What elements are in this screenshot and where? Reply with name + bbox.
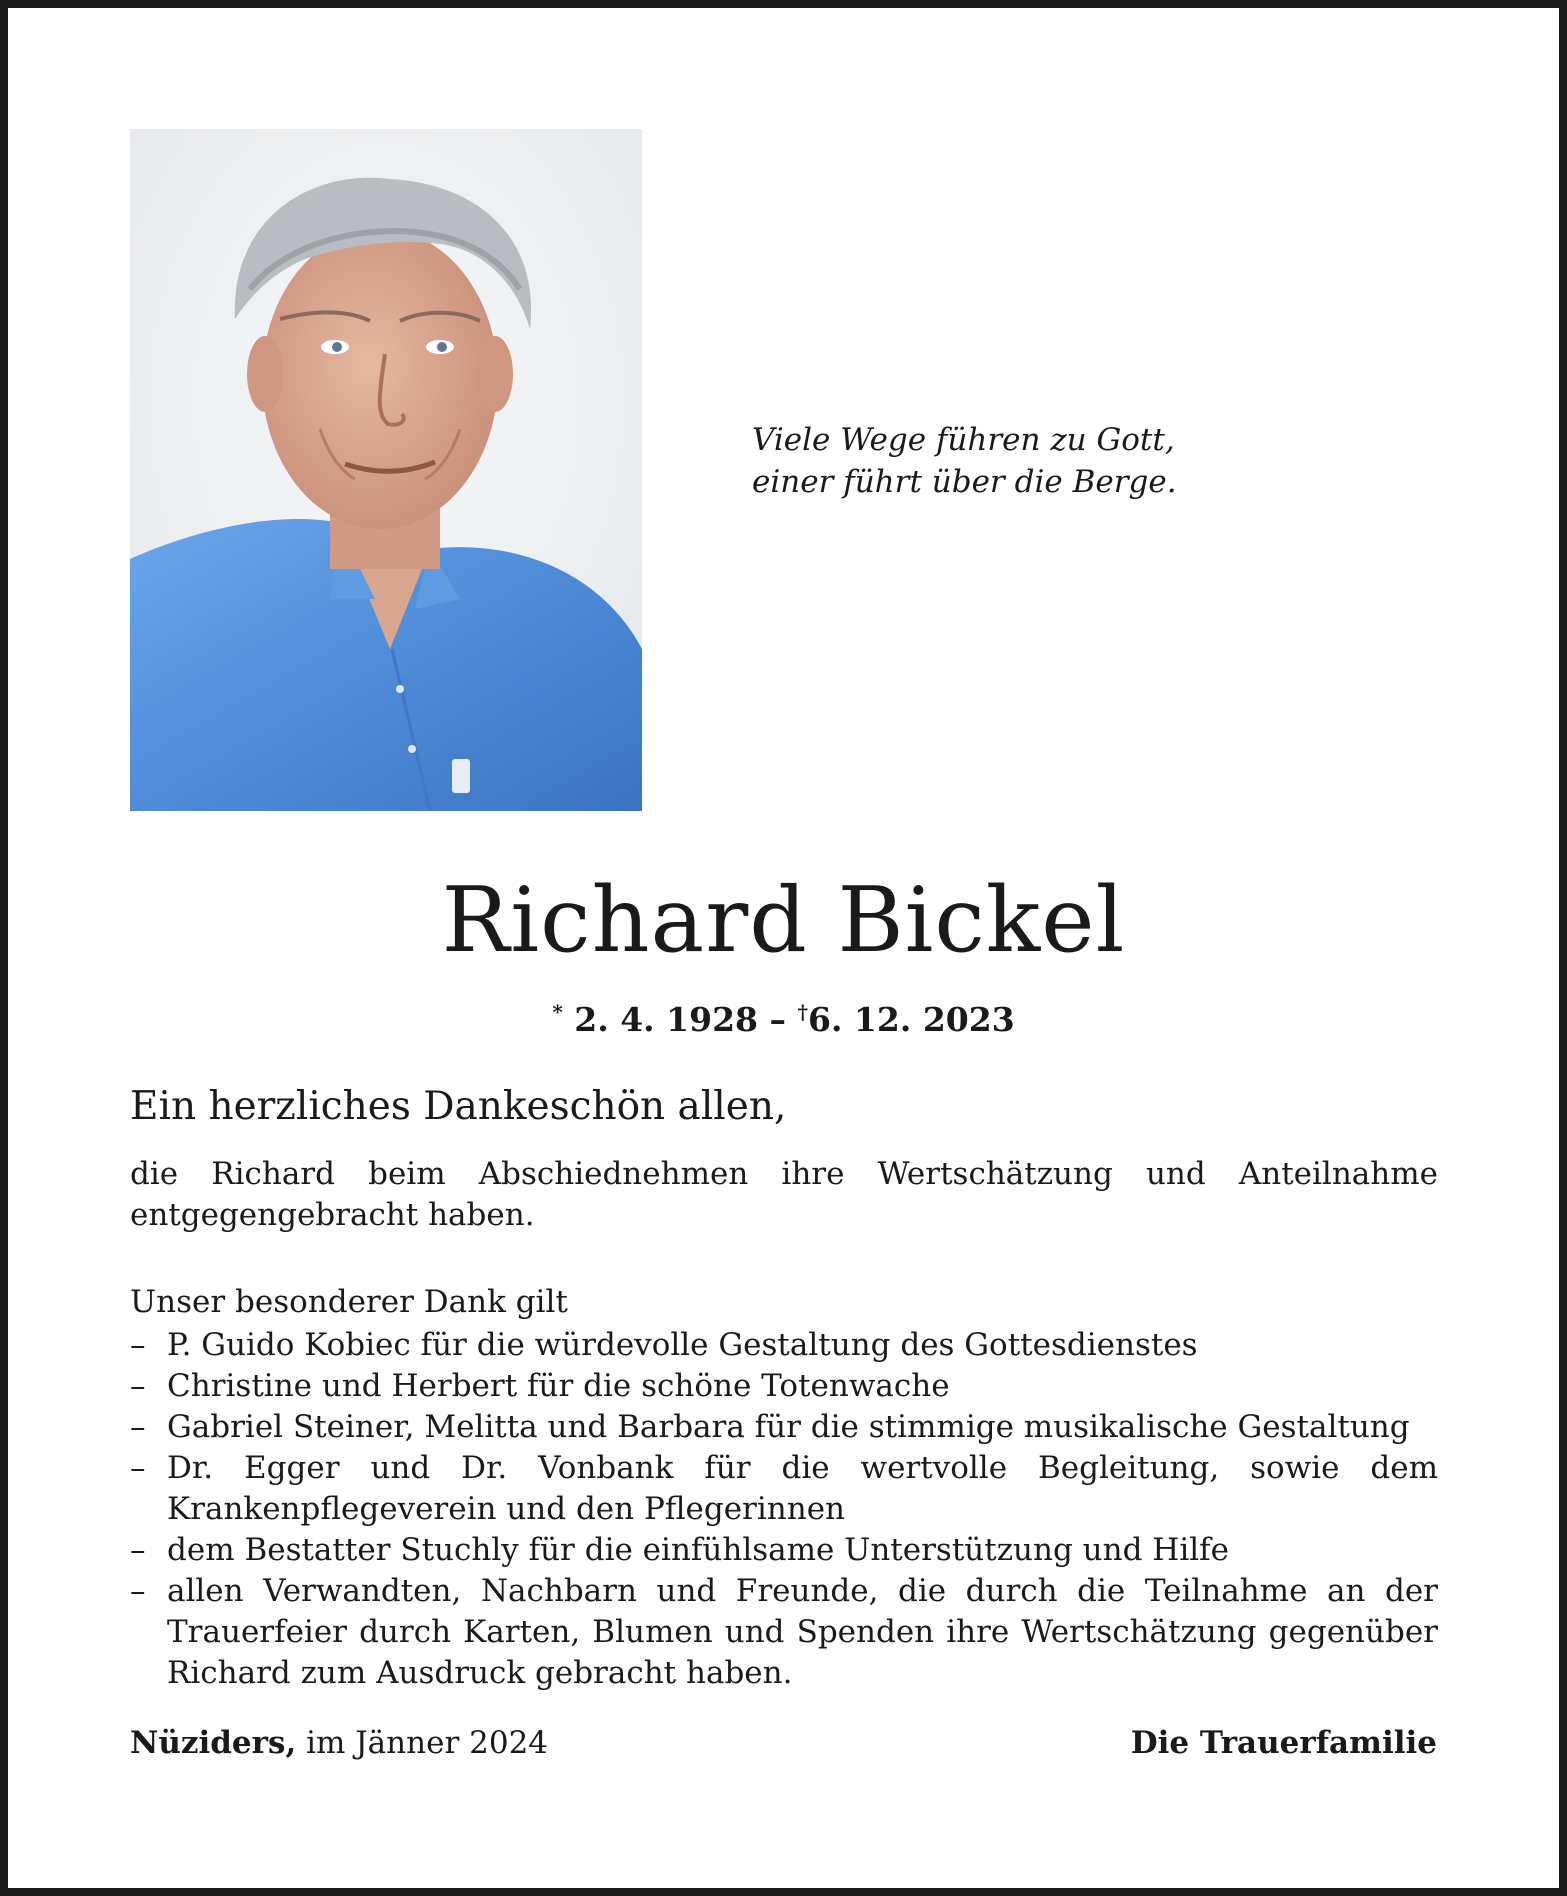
birth-mark: * [552, 1000, 563, 1024]
list-item: – Gabriel Steiner, Melitta und Barbara für die stimmige musikalische Gestaltung [130, 1407, 1438, 1448]
death-date: 6. 12. 2023 [807, 1000, 1015, 1039]
place: Nüziders, [130, 1725, 297, 1761]
portrait-illustration [130, 129, 642, 811]
place-and-date [130, 1722, 548, 1764]
list-item: – Dr. Egger und Dr. Vonbank für die wertvolle Begleitung, sowie dem Krankenpflegeverein und den Pflegerinnen [130, 1448, 1438, 1530]
thanks-list [130, 1325, 1438, 1694]
thanks-paragraph: die Richard beim Abschiednehmen ihre Wertschätzung und Anteilnahme entgegengebracht haben. [130, 1156, 1438, 1233]
death-mark: † [797, 1000, 808, 1024]
life-dates [0, 990, 1567, 1042]
memorial-quote [752, 419, 1177, 503]
quote-line-1: Viele Wege führen zu Gott, [752, 422, 1175, 458]
deceased-name: Richard Bickel [441, 868, 1126, 973]
portrait-photo [130, 129, 642, 811]
list-item: – Christine und Herbert für die schöne Totenwache [130, 1366, 1438, 1407]
signature: Die Trauerfamilie [1130, 1725, 1437, 1761]
thanks-heading: Ein herzliches Dankeschön allen, [130, 1084, 787, 1129]
thanks-lead: Unser besonderer Dank gilt [130, 1284, 568, 1320]
date-separator: – [769, 1000, 787, 1039]
birth-date: 2. 4. 1928 [574, 1000, 759, 1039]
list-item: – allen Verwandten, Nachbarn und Freunde, die durch die Teilnahme an der Trauerfeier durch Karten, Blumen und Spenden ihre Wertschätzung gegenüber Richard zum Ausdruck gebracht haben. [130, 1571, 1438, 1694]
date: im Jänner 2024 [306, 1725, 549, 1761]
quote-line-2: einer führt über die Berge. [752, 464, 1177, 500]
list-item: – P. Guido Kobiec für die würdevolle Gestaltung des Gottesdienstes [130, 1325, 1438, 1366]
list-item: – dem Bestatter Stuchly für die einfühlsame Unterstützung und Hilfe [130, 1530, 1438, 1571]
